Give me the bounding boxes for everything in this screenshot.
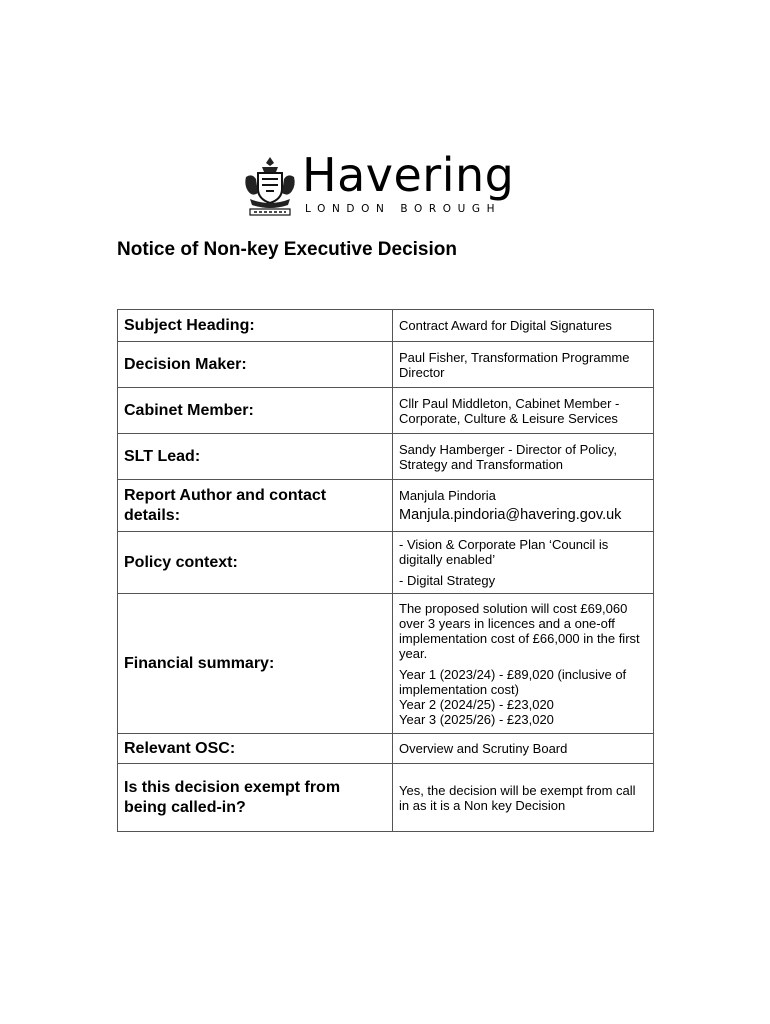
financial-year-3: Year 3 (2025/26) - £23,020 — [399, 711, 554, 727]
table-row — [118, 388, 654, 434]
subject-heading-value — [393, 310, 654, 342]
policy-context-value — [393, 532, 654, 594]
table-row — [118, 480, 654, 532]
subject-heading-label: Subject Heading: — [118, 310, 393, 342]
table-row — [118, 734, 654, 764]
call-in-exempt-text: Yes, the decision will be exempt from call in as it is a Non key Decision — [399, 782, 636, 813]
report-author-name: Manjula Pindoria — [399, 488, 496, 503]
financial-year-2: Year 2 (2024/25) - £23,020 — [399, 696, 554, 712]
decision-maker-label: Decision Maker: — [118, 342, 393, 388]
table-row — [118, 594, 654, 734]
slt-lead-text: Sandy Hamberger - Director of Policy, Strategy and Transformation — [399, 441, 617, 472]
decision-table — [117, 309, 654, 832]
slt-lead-value — [393, 434, 654, 480]
subject-heading-text: Contract Award for Digital Signatures — [399, 318, 612, 333]
relevant-osc-label: Relevant OSC: — [118, 734, 393, 764]
table-row — [118, 532, 654, 594]
call-in-exempt-value — [393, 764, 654, 832]
havering-logo — [242, 148, 532, 217]
policy-context-line-1: - Vision & Corporate Plan ‘Council is digitally enabled’ — [399, 537, 609, 567]
report-author-value — [393, 480, 654, 532]
cabinet-member-label: Cabinet Member: — [118, 388, 393, 434]
page-title: Notice of Non-key Executive Decision — [117, 239, 457, 260]
decision-maker-text: Paul Fisher, Transformation Programme Director — [399, 349, 630, 380]
financial-summary-paragraph: The proposed solution will cost £69,060 over 3 years in licences and a one-off implementation cost of £66,000 in the first year. — [399, 600, 640, 661]
cabinet-member-text: Cllr Paul Middleton, Cabinet Member - Corporate, Culture & Leisure Services — [399, 395, 620, 426]
financial-year-1: Year 1 (2023/24) - £89,020 (inclusive of implementation cost) — [399, 666, 627, 697]
table-row — [118, 342, 654, 388]
report-author-email: Manjula.pindoria@havering.gov.uk — [399, 507, 622, 523]
financial-summary-label: Financial summary: — [118, 594, 393, 734]
report-author-label: Report Author and contact details: — [118, 480, 393, 532]
policy-context-label: Policy context: — [118, 532, 393, 594]
logo-wordmark: Havering — [302, 148, 515, 202]
borough-crest-icon — [242, 155, 298, 217]
table-row — [118, 434, 654, 480]
logo-subtitle: LONDON BOROUGH — [305, 203, 502, 215]
policy-context-line-2: - Digital Strategy — [399, 573, 496, 588]
cabinet-member-value — [393, 388, 654, 434]
relevant-osc-value — [393, 734, 654, 764]
slt-lead-label: SLT Lead: — [118, 434, 393, 480]
financial-summary-value — [393, 594, 654, 734]
relevant-osc-text: Overview and Scrutiny Board — [399, 741, 568, 756]
call-in-exempt-label: Is this decision exempt from being called-in? — [118, 764, 393, 832]
table-row — [118, 764, 654, 832]
decision-maker-value — [393, 342, 654, 388]
table-row — [118, 310, 654, 342]
